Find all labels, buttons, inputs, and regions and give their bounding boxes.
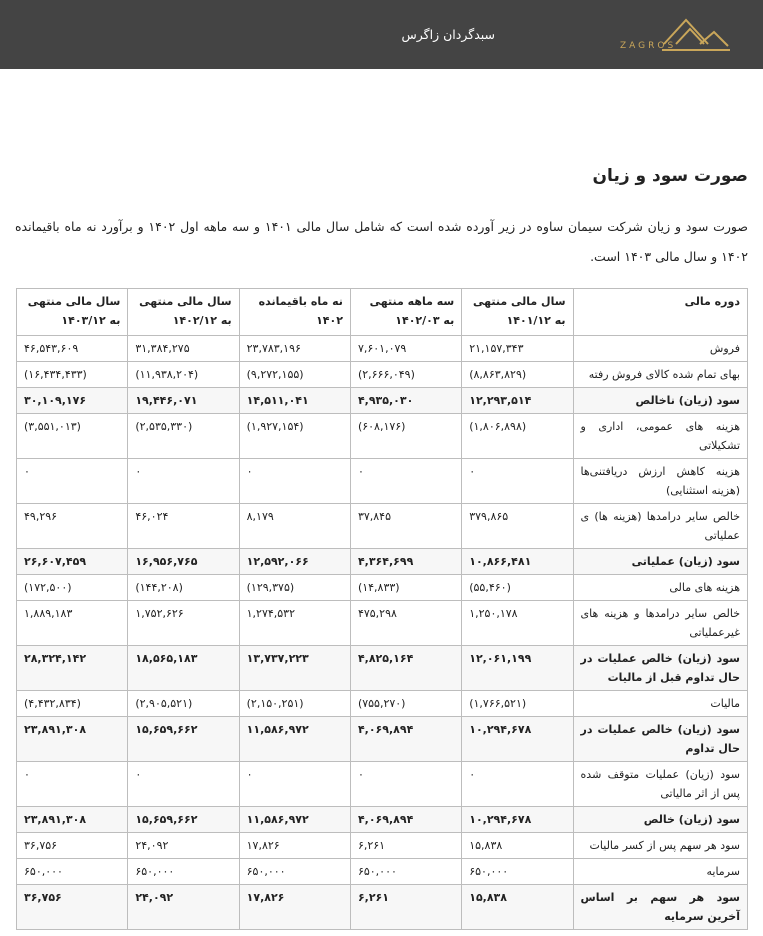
value-cell <box>350 691 461 717</box>
table-body <box>17 336 748 930</box>
value-text: ۰ <box>246 768 253 781</box>
row-label: هزینه های عمومی، اداری و تشکیلاتی <box>573 414 747 459</box>
income-statement-table <box>16 288 748 930</box>
value-text: ۲۴,۰۹۲ <box>135 839 169 852</box>
value-cell <box>128 717 239 762</box>
value-cell <box>17 459 128 504</box>
value-text: (۹,۲۷۲,۱۵۵) <box>246 368 304 381</box>
value-text: ۰ <box>469 768 476 781</box>
table-row <box>17 762 748 807</box>
brand-title[interactable]: سبدگردان زاگرس <box>401 27 495 42</box>
value-text: ۳۷,۸۴۵ <box>357 510 391 523</box>
value-cell <box>462 414 573 459</box>
value-cell <box>462 885 573 930</box>
value-cell <box>17 504 128 549</box>
zagros-logo[interactable] <box>614 12 732 56</box>
row-label: هزینه های مالی <box>573 575 747 601</box>
value-cell <box>239 885 350 930</box>
value-cell <box>17 549 128 575</box>
value-cell <box>350 646 461 691</box>
value-text: ۴۶,۰۲۴ <box>135 510 169 523</box>
value-text: ۱۰,۲۹۴,۶۷۸ <box>469 723 532 736</box>
value-text: ۱۷,۸۲۶ <box>246 891 285 904</box>
value-text: (۱۱,۹۳۸,۲۰۴) <box>135 368 199 381</box>
value-cell <box>239 646 350 691</box>
value-cell <box>350 362 461 388</box>
value-text: (۱,۸۰۶,۸۹۸) <box>469 420 527 433</box>
value-text: ۶,۲۶۱ <box>357 891 389 904</box>
value-cell <box>350 504 461 549</box>
row-label: فروش <box>573 336 747 362</box>
value-cell <box>239 717 350 762</box>
value-text: (۱۶,۴۳۴,۴۳۳) <box>24 368 87 381</box>
value-text: ۱۹,۴۴۶,۰۷۱ <box>135 394 198 407</box>
value-text: (۴,۴۳۲,۸۳۴) <box>24 697 81 710</box>
site-header <box>0 0 763 69</box>
value-cell <box>462 388 573 414</box>
row-label: سود هر سهم بر اساس آخرین سرمایه <box>573 885 747 930</box>
value-text: ۱۷,۸۲۶ <box>246 839 280 852</box>
value-text: ۲۶,۶۰۷,۴۵۹ <box>24 555 87 568</box>
value-text: ۲۳,۸۹۱,۳۰۸ <box>24 723 87 736</box>
value-text: (۲,۶۶۶,۰۴۹) <box>357 368 415 381</box>
value-cell <box>17 859 128 885</box>
value-text: ۶۵۰,۰۰۰ <box>357 865 397 878</box>
value-cell <box>239 762 350 807</box>
value-cell <box>462 504 573 549</box>
value-text: ۱۴,۵۱۱,۰۴۱ <box>246 394 309 407</box>
value-text: ۳۱,۳۸۴,۲۷۵ <box>135 342 190 355</box>
value-cell <box>350 336 461 362</box>
value-text: ۶۵۰,۰۰۰ <box>24 865 63 878</box>
value-text: ۰ <box>24 465 30 478</box>
value-cell <box>17 336 128 362</box>
value-cell <box>17 388 128 414</box>
value-cell <box>17 362 128 388</box>
value-text: ۴۶,۵۴۳,۶۰۹ <box>24 342 79 355</box>
value-cell <box>17 717 128 762</box>
value-cell <box>350 549 461 575</box>
value-text: (۲,۱۵۰,۲۵۱) <box>246 697 304 710</box>
value-text: (۷۵۵,۲۷۰) <box>357 697 406 710</box>
value-text: ۳۷۹,۸۶۵ <box>469 510 509 523</box>
value-text: ۰ <box>24 768 30 781</box>
intro-paragraph: صورت سود و زیان شرکت سیمان ساوه در زیر آورده شده است که شامل سال مالی ۱۴۰۱ و سه ماهه اول ۱۴۰۲ و برآورد نه ماه باقیمانده ۱۴۰۲ و سال مالی ۱۴۰۳ است. <box>15 219 748 264</box>
value-text: ۱۱,۵۸۶,۹۷۲ <box>246 723 309 736</box>
value-cell <box>350 575 461 601</box>
row-label: مالیات <box>573 691 747 717</box>
value-cell <box>462 717 573 762</box>
header-period: دوره مالی <box>573 289 747 336</box>
value-text: ۱۵,۸۳۸ <box>469 839 503 852</box>
value-text: ۴,۳۶۴,۶۹۹ <box>357 555 414 568</box>
header-fy1403: سال مالی منتهی به ۱۴۰۳/۱۲ <box>17 289 128 336</box>
value-cell <box>128 859 239 885</box>
value-text: (۱۴۴,۲۰۸) <box>135 581 183 594</box>
value-cell <box>128 504 239 549</box>
value-cell <box>17 807 128 833</box>
value-cell <box>350 459 461 504</box>
header-q1-1402: سه ماهه منتهی به ۱۴۰۲/۰۳ <box>350 289 461 336</box>
value-text: ۶۵۰,۰۰۰ <box>135 865 175 878</box>
value-text: (۶۰۸,۱۷۶) <box>357 420 406 433</box>
value-text: ۳۶,۷۵۶ <box>24 891 62 904</box>
row-label: سود (زیان) خالص عملیات در حال تداوم <box>573 717 747 762</box>
value-text: ۱۰,۸۶۶,۴۸۱ <box>469 555 532 568</box>
value-cell <box>17 762 128 807</box>
value-text: ۱۲,۵۹۲,۰۶۶ <box>246 555 309 568</box>
value-cell <box>239 459 350 504</box>
row-label: سود (زیان) خالص عملیات در حال تداوم قبل از مالیات <box>573 646 747 691</box>
value-cell <box>462 691 573 717</box>
value-cell <box>350 885 461 930</box>
value-text: (۳,۵۵۱,۰۱۳) <box>24 420 81 433</box>
value-cell <box>462 362 573 388</box>
table-row <box>17 388 748 414</box>
value-cell <box>17 646 128 691</box>
value-cell <box>128 601 239 646</box>
value-cell <box>350 859 461 885</box>
value-text: ۲۳,۸۹۱,۳۰۸ <box>24 813 87 826</box>
value-cell <box>239 362 350 388</box>
value-cell <box>128 833 239 859</box>
value-text: ۲۸,۳۲۴,۱۴۲ <box>24 652 87 665</box>
header-fy1402: سال مالی منتهی به ۱۴۰۲/۱۲ <box>128 289 239 336</box>
table-row <box>17 646 748 691</box>
table-row <box>17 549 748 575</box>
value-text: ۴۹,۲۹۶ <box>24 510 58 523</box>
table-row <box>17 807 748 833</box>
row-label: خالص سایر درامدها (هزینه ها) ی عملیاتی <box>573 504 747 549</box>
value-cell <box>128 549 239 575</box>
value-cell <box>350 833 461 859</box>
value-cell <box>128 336 239 362</box>
value-text: ۳۶,۷۵۶ <box>24 839 58 852</box>
value-text: (۸,۸۶۳,۸۲۹) <box>469 368 527 381</box>
value-text: ۱,۲۷۴,۵۳۲ <box>246 607 295 620</box>
value-text: ۷,۶۰۱,۰۷۹ <box>357 342 407 355</box>
value-cell <box>462 459 573 504</box>
value-cell <box>239 388 350 414</box>
value-cell <box>462 601 573 646</box>
value-text: ۱,۲۵۰,۱۷۸ <box>469 607 518 620</box>
table-row <box>17 459 748 504</box>
value-cell <box>462 336 573 362</box>
value-text: (۲,۹۰۵,۵۲۱) <box>135 697 193 710</box>
value-cell <box>17 885 128 930</box>
value-cell <box>128 646 239 691</box>
value-cell <box>239 859 350 885</box>
value-cell <box>462 859 573 885</box>
value-text: ۰ <box>469 465 476 478</box>
row-label: سود هر سهم پس از کسر مالیات <box>573 833 747 859</box>
table-row <box>17 575 748 601</box>
value-text: ۱۵,۶۵۹,۶۶۲ <box>135 723 198 736</box>
article <box>0 69 763 930</box>
value-text: ۳۰,۱۰۹,۱۷۶ <box>24 394 87 407</box>
value-text: (۱۴,۸۳۳) <box>357 581 400 594</box>
value-cell <box>350 717 461 762</box>
table-row <box>17 717 748 762</box>
value-cell <box>17 575 128 601</box>
value-cell <box>350 601 461 646</box>
value-cell <box>239 336 350 362</box>
value-cell <box>462 646 573 691</box>
value-text: (۱۷۲,۵۰۰) <box>24 581 72 594</box>
value-text: ۴,۰۶۹,۸۹۴ <box>357 813 414 826</box>
value-text: ۰ <box>246 465 253 478</box>
value-cell <box>17 601 128 646</box>
table-row <box>17 885 748 930</box>
table-row <box>17 414 748 459</box>
value-text: (۵۵,۴۶۰) <box>469 581 511 594</box>
value-cell <box>350 414 461 459</box>
value-cell <box>350 388 461 414</box>
value-text: (۱,۹۲۷,۱۵۴) <box>246 420 304 433</box>
value-text: ۴,۰۶۹,۸۹۴ <box>357 723 414 736</box>
value-text: ۱۲,۰۶۱,۱۹۹ <box>469 652 532 665</box>
value-text: ۰ <box>135 465 142 478</box>
value-text: (۱۲۹,۳۷۵) <box>246 581 295 594</box>
table-row <box>17 336 748 362</box>
logo-text: ZAGROS <box>620 41 677 51</box>
value-text: ۸,۱۷۹ <box>246 510 274 523</box>
page-title: صورت سود و زیان <box>592 166 748 186</box>
row-label: بهای تمام شده کالای فروش رفته <box>573 362 747 388</box>
value-cell <box>462 807 573 833</box>
value-text: ۴,۹۳۵,۰۳۰ <box>357 394 414 407</box>
row-label: سود (زیان) عملیات متوقف شده پس از اثر مالیاتی <box>573 762 747 807</box>
table-row <box>17 833 748 859</box>
value-cell <box>128 762 239 807</box>
value-cell <box>128 575 239 601</box>
value-text: ۰ <box>357 768 364 781</box>
value-text: ۱۸,۵۶۵,۱۸۳ <box>135 652 198 665</box>
value-cell <box>462 762 573 807</box>
value-text: ۴۷۵,۲۹۸ <box>357 607 397 620</box>
value-cell <box>239 691 350 717</box>
value-text: ۱۶,۹۵۶,۷۶۵ <box>135 555 198 568</box>
value-cell <box>239 414 350 459</box>
row-label: سرمایه <box>573 859 747 885</box>
row-label: سود (زیان) عملیاتی <box>573 549 747 575</box>
header-fy1401: سال مالی منتهی به ۱۴۰۱/۱۲ <box>462 289 573 336</box>
value-text: ۱۳,۷۳۷,۲۲۳ <box>246 652 309 665</box>
value-cell <box>128 691 239 717</box>
value-cell <box>239 504 350 549</box>
value-cell <box>239 833 350 859</box>
value-cell <box>350 807 461 833</box>
table-row <box>17 601 748 646</box>
value-cell <box>128 414 239 459</box>
value-text: ۴,۸۲۵,۱۶۴ <box>357 652 414 665</box>
value-text: ۲۴,۰۹۲ <box>135 891 174 904</box>
value-text: (۲,۵۳۵,۳۳۰) <box>135 420 193 433</box>
table-row <box>17 691 748 717</box>
value-text: ۲۳,۷۸۳,۱۹۶ <box>246 342 301 355</box>
header-remaining-1402: نه ماه باقیمانده ۱۴۰۲ <box>239 289 350 336</box>
value-text: ۱,۷۵۲,۶۲۶ <box>135 607 184 620</box>
value-cell <box>239 601 350 646</box>
value-text: ۶۵۰,۰۰۰ <box>246 865 286 878</box>
value-cell <box>128 885 239 930</box>
value-cell <box>128 362 239 388</box>
value-text: ۰ <box>357 465 364 478</box>
value-cell <box>350 762 461 807</box>
value-cell <box>239 575 350 601</box>
value-cell <box>128 388 239 414</box>
row-label: سود (زیان) خالص <box>573 807 747 833</box>
table-header-row <box>17 289 748 336</box>
value-text: ۰ <box>135 768 142 781</box>
value-text: ۱۰,۲۹۴,۶۷۸ <box>469 813 532 826</box>
table-row <box>17 362 748 388</box>
value-cell <box>462 549 573 575</box>
value-text: ۲۱,۱۵۷,۳۴۳ <box>469 342 524 355</box>
value-text: ۱۵,۶۵۹,۶۶۲ <box>135 813 198 826</box>
value-text: ۱۲,۲۹۳,۵۱۴ <box>469 394 532 407</box>
row-label: هزینه کاهش ارزش دریافتنی‌ها (هزینه استثنایی) <box>573 459 747 504</box>
value-cell <box>128 807 239 833</box>
row-label: خالص سایر درامدها و هزینه های غیرعملیاتی <box>573 601 747 646</box>
row-label: سود (زیان) ناخالص <box>573 388 747 414</box>
value-cell <box>17 414 128 459</box>
value-cell <box>17 833 128 859</box>
value-cell <box>239 549 350 575</box>
value-cell <box>462 833 573 859</box>
value-cell <box>239 807 350 833</box>
value-text: ۱۵,۸۳۸ <box>469 891 507 904</box>
value-text: ۱۱,۵۸۶,۹۷۲ <box>246 813 309 826</box>
value-text: (۱,۷۶۶,۵۲۱) <box>469 697 527 710</box>
value-cell <box>128 459 239 504</box>
value-text: ۶,۲۶۱ <box>357 839 386 852</box>
value-text: ۶۵۰,۰۰۰ <box>469 865 509 878</box>
table-row <box>17 504 748 549</box>
value-cell <box>17 691 128 717</box>
table-row <box>17 859 748 885</box>
value-text: ۱,۸۸۹,۱۸۳ <box>24 607 73 620</box>
value-cell <box>462 575 573 601</box>
